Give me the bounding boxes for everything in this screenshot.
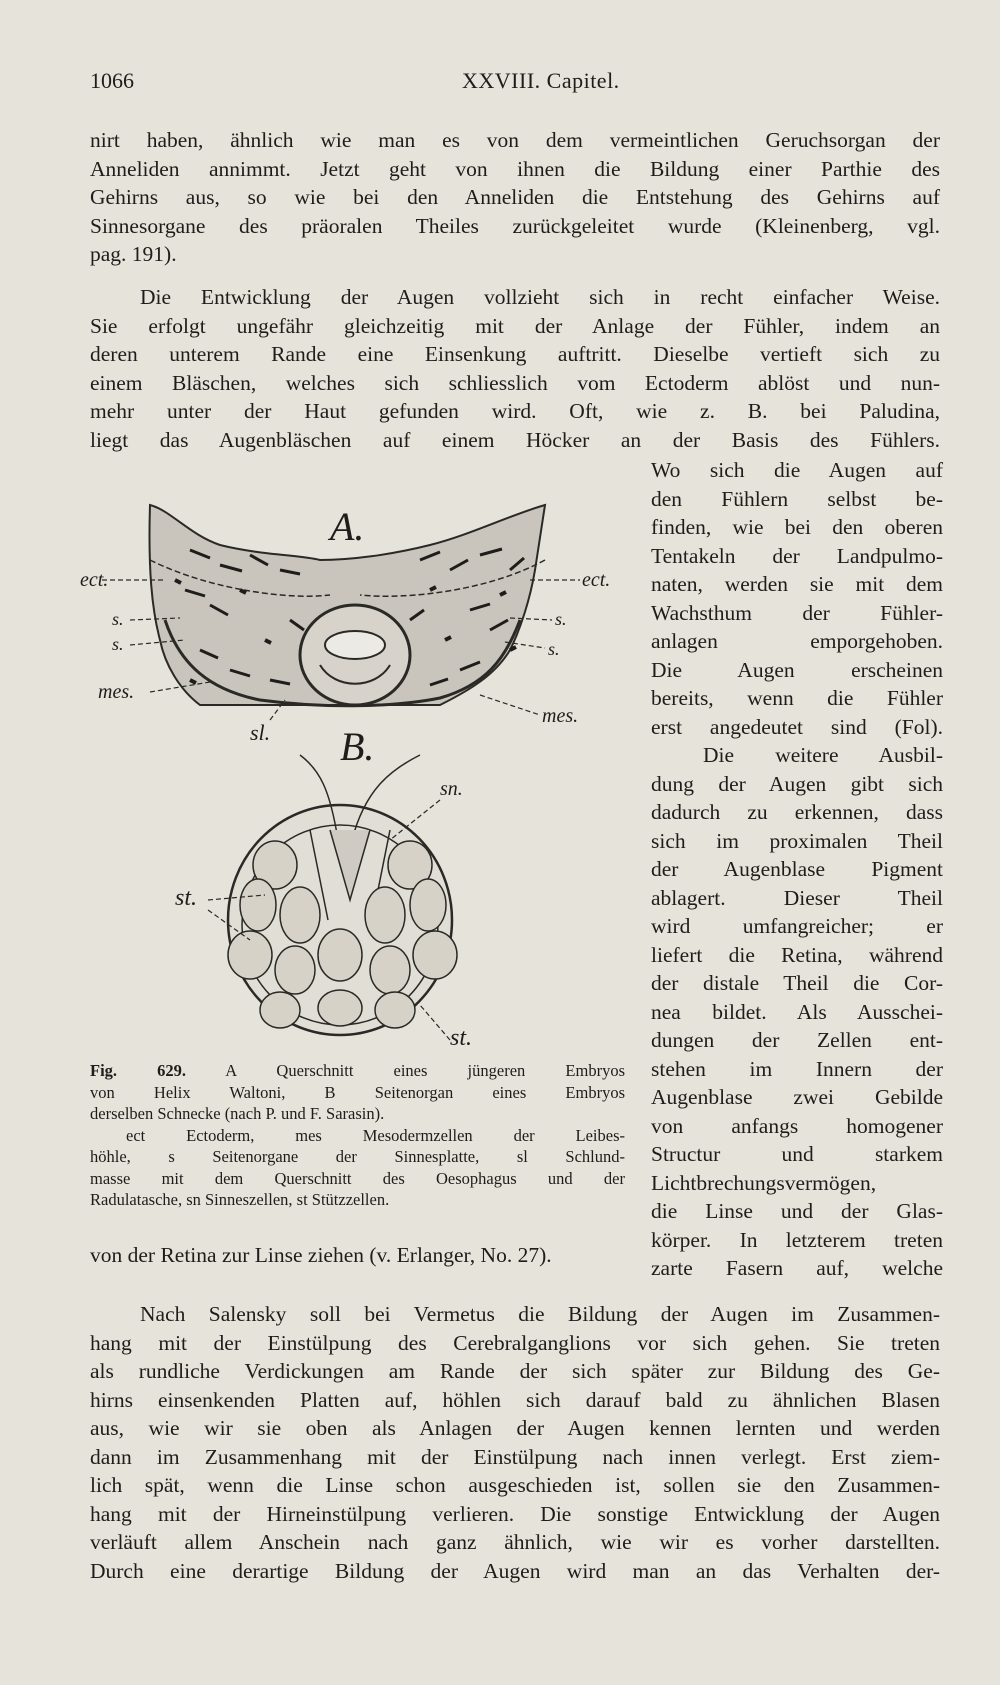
text-line: als rundliche Verdickungen am Rande der sich später zur Bildung des Ge- [90, 1359, 940, 1383]
running-header [90, 68, 935, 102]
text-line: bereits, wenn die Fühler [651, 686, 943, 710]
text-line: Structur und starkem [651, 1142, 943, 1166]
caption-text: A Querschnitt eines jüngeren Embryos [225, 1061, 625, 1080]
text-line: sich im proximalen Theil [651, 828, 943, 853]
text-line: Nach Salensky soll bei Vermetus die Bildung der Augen im Zusammen- [140, 1302, 940, 1326]
text-line: liefert die Retina, während [651, 942, 943, 967]
caption-line: höhle, s Seitenorgane der Sinnesplatte, sl Schlund- [90, 1147, 625, 1166]
label-s3: s. [555, 609, 567, 629]
text-line: Gehirns aus, so wie bei den Anneliden die Entstehung des Gehirns auf [90, 185, 940, 209]
text-line: dung der Augen gibt sich [651, 771, 943, 796]
text-line: finden, wie bei den oberen [651, 515, 943, 539]
text-line: zarte Fasern auf, welche [651, 1256, 943, 1280]
text-line: mehr unter der Haut gefunden wird. Oft, wie z. B. bei Paludina, [90, 399, 940, 423]
text-line: dungen der Zellen ent- [651, 1028, 943, 1052]
text-line: körper. In letzterem treten [651, 1227, 943, 1252]
label-mes-right: mes. [542, 705, 579, 727]
text-line: der distale Theil die Cor- [651, 971, 943, 995]
text-line: liegt das Augenbläschen auf einem Höcker an der Basis des Fühlers. [90, 427, 940, 452]
caption-line: Radulatasche, sn Sinneszellen, st Stützzellen. [90, 1190, 390, 1209]
caption-line: ect Ectoderm, mes Mesodermzellen der Leibes- [126, 1125, 625, 1145]
side-column-text [651, 456, 943, 1283]
figure-label-b: B. [340, 724, 375, 769]
caption-line: masse mit dem Querschnitt des Oesophagus und der [90, 1168, 625, 1188]
text-line: deren unterem Rande eine Einsenkung auftritt. Dieselbe vertieft sich zu [90, 342, 940, 366]
salensky-paragraph [90, 1300, 940, 1585]
label-sn: sn. [440, 778, 463, 800]
label-mes-left: mes. [98, 681, 135, 703]
text-line: von anfangs homogener [651, 1113, 943, 1138]
label-st-left: st. [175, 885, 198, 911]
text-line: hang mit der Einstülpung des Cerebralganglions vor sich gehen. Sie treten [90, 1330, 940, 1355]
text-line: einem Bläschen, welches sich schliesslich vom Ectoderm ablöst und nun- [90, 370, 940, 395]
figure-caption [90, 1060, 625, 1211]
text-line: Durch eine derartige Bildung der Augen wird man an das Verhalten der- [90, 1558, 940, 1583]
text-line: der Augenblase Pigment [651, 857, 943, 881]
text-line: anlagen emporgehoben. [651, 629, 943, 653]
text-line: Sie erfolgt ungefähr gleichzeitig mit der Anlage der Fühler, indem an [90, 313, 940, 338]
text-line: nirt haben, ähnlich wie man es von dem vermeintlichen Geruchsorgan der [90, 128, 940, 152]
text-line: Die weitere Ausbil- [703, 743, 943, 767]
caption-fig-label: Fig. 629. [90, 1061, 187, 1080]
text-line: stehen im Innern der [651, 1056, 943, 1081]
text-line: nea bildet. Als Ausschei- [651, 999, 943, 1024]
label-ect-right: ect. [582, 569, 611, 591]
text-line: wird umfangreicher; er [651, 914, 943, 938]
text-line: lich spät, wenn die Linse schon ausgeschieden ist, sollen sie den Zusammen- [90, 1473, 940, 1497]
text-line: dadurch zu erkennen, dass [651, 800, 943, 824]
figure-b-side-organ [208, 755, 457, 1040]
text-line: erst angedeutet sind (Fol). [651, 714, 943, 739]
label-ect-left: ect. [80, 569, 109, 591]
label-st-right: st. [450, 1025, 473, 1051]
text-line: von der Retina zur Linse ziehen (v. Erlanger, No. 27). [90, 1243, 552, 1267]
label-s2: s. [112, 634, 124, 654]
caption-line: von Helix Waltoni, B Seitenorgan eines Embryos [90, 1082, 625, 1102]
text-line: die Linse und der Glas- [651, 1199, 943, 1223]
figure-629-illustration [80, 500, 630, 1060]
text-line: Anneliden annimmt. Jetzt geht von ihnen die Bildung einer Parthie des [90, 156, 940, 181]
label-s4: s. [548, 639, 560, 659]
text-line: Tentakeln der Landpulmo- [651, 543, 943, 568]
label-s1: s. [112, 609, 124, 629]
text-line: ablagert. Dieser Theil [651, 885, 943, 910]
text-line: hirns einsenkenden Platten auf, höhlen sich darauf bald zu ähnlichen Blasen [90, 1387, 940, 1412]
text-line: den Fühlern selbst be- [651, 486, 943, 511]
caption-line: derselben Schnecke (nach P. und F. Sarasin). [90, 1104, 385, 1123]
text-line: Lichtbrechungsvermögen, [651, 1170, 877, 1195]
text-line: Die Augen erscheinen [651, 657, 943, 682]
text-line: Wachsthum der Fühler- [651, 600, 943, 625]
text-line: Wo sich die Augen auf [651, 458, 943, 482]
figure-label-a: A. [330, 504, 365, 549]
text-line: naten, werden sie mit dem [651, 572, 943, 596]
chapter-title: XXVIII. Capitel. [462, 68, 620, 93]
text-line: Die Entwicklung der Augen vollzieht sich in recht einfacher Weise. [140, 285, 940, 309]
text-line: hang mit der Hirneinstülpung verlieren. Die sonstige Entwicklung der Augen [90, 1501, 940, 1526]
text-line: aus, wie wir sie oben als Anlagen der Augen kennen lernten und werden [90, 1416, 940, 1440]
eyes-paragraph [90, 283, 940, 454]
label-sl: sl. [250, 720, 271, 745]
page-number: 1066 [90, 68, 134, 93]
caption-line [90, 1060, 625, 1082]
top-paragraph [90, 126, 940, 269]
text-line: Sinnesorgane des präoralen Theiles zurückgeleitet wurde (Kleinenberg, vgl. [90, 213, 940, 238]
text-line: dann im Zusammenhang mit der Einstülpung nach innen verlegt. Erst ziem- [90, 1444, 940, 1469]
text-line: pag. 191). [90, 242, 177, 266]
retina-line [90, 1241, 940, 1270]
text-line: Augenblase zwei Gebilde [651, 1085, 943, 1109]
text-line: verläuft allem Anschein nach ganz ähnlich, wie wir es vorher darstellten. [90, 1530, 940, 1554]
